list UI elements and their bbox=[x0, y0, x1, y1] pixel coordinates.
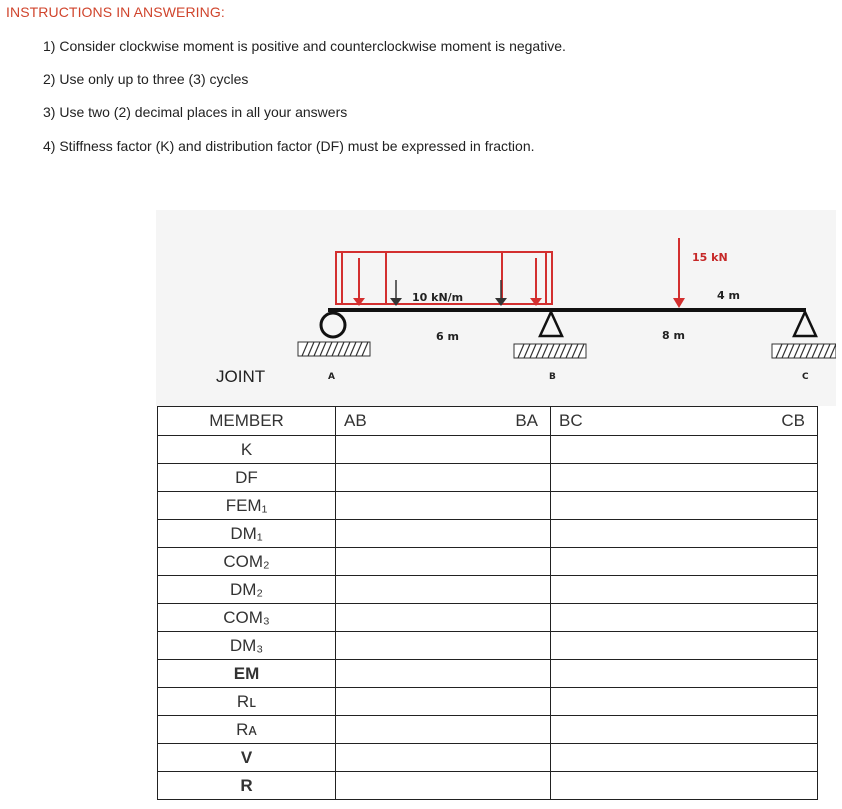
instruction-1: 1) Consider clockwise moment is positive and counterclockwise moment is negative. bbox=[43, 38, 566, 54]
table-row bbox=[158, 520, 818, 548]
cell-ab-rl[interactable] bbox=[336, 688, 551, 716]
cell-ab-v[interactable] bbox=[336, 744, 551, 772]
cell-ab-dm3[interactable] bbox=[336, 632, 551, 660]
table-row bbox=[158, 576, 818, 604]
point-load-label: 15 kN bbox=[692, 251, 728, 264]
cell-bc-dm1[interactable] bbox=[551, 520, 818, 548]
table-row bbox=[158, 716, 818, 744]
row-label-df: DF bbox=[158, 464, 336, 492]
cell-ab-df[interactable] bbox=[336, 464, 551, 492]
row-label-dm1: DM₁ bbox=[158, 520, 336, 548]
row-label-v: V bbox=[158, 744, 336, 772]
row-label-rf: Rᴀ bbox=[158, 716, 336, 744]
cell-bc-em[interactable] bbox=[551, 660, 818, 688]
table-row bbox=[158, 464, 818, 492]
cell-ab-com2[interactable] bbox=[336, 548, 551, 576]
table-row bbox=[158, 744, 818, 772]
member-ab: AB bbox=[344, 411, 367, 430]
point-load-arrow bbox=[673, 238, 685, 308]
cell-bc-rf[interactable] bbox=[551, 716, 818, 744]
cell-ab-rf[interactable] bbox=[336, 716, 551, 744]
cell-bc-v[interactable] bbox=[551, 744, 818, 772]
table-row bbox=[158, 604, 818, 632]
cell-bc-fem1[interactable] bbox=[551, 492, 818, 520]
cell-ab-dm2[interactable] bbox=[336, 576, 551, 604]
table-row bbox=[158, 772, 818, 800]
cell-bc-com2[interactable] bbox=[551, 548, 818, 576]
support-a-roller bbox=[298, 313, 370, 356]
table-header-row bbox=[158, 407, 818, 436]
member-cb: CB bbox=[781, 411, 805, 430]
cell-ab-r[interactable] bbox=[336, 772, 551, 800]
cell-bc-com3[interactable] bbox=[551, 604, 818, 632]
instruction-4: 4) Stiffness factor (K) and distribution factor (DF) must be expressed in fraction. bbox=[43, 138, 535, 154]
row-label-com2: COM₂ bbox=[158, 548, 336, 576]
joint-a-label: A bbox=[328, 372, 335, 382]
table-row bbox=[158, 436, 818, 464]
row-label-dm3: DM₃ bbox=[158, 632, 336, 660]
cell-bc-rl[interactable] bbox=[551, 688, 818, 716]
distance-right-label: 4 m bbox=[717, 289, 740, 302]
row-label-em: EM bbox=[158, 660, 336, 688]
row-label-com3: COM₃ bbox=[158, 604, 336, 632]
joint-b-label: B bbox=[549, 372, 556, 382]
cell-ab-com3[interactable] bbox=[336, 604, 551, 632]
row-label-dm2: DM₂ bbox=[158, 576, 336, 604]
table-row bbox=[158, 688, 818, 716]
joint-label: JOINT bbox=[216, 367, 266, 386]
row-label-k: K bbox=[158, 436, 336, 464]
span-ab-label: 6 m bbox=[436, 330, 459, 343]
cell-bc-k[interactable] bbox=[551, 436, 818, 464]
row-label-r: R bbox=[158, 772, 336, 800]
moment-distribution-table bbox=[157, 406, 818, 800]
row-label-fem1: FEM₁ bbox=[158, 492, 336, 520]
member-header: MEMBER bbox=[158, 407, 336, 436]
row-label-rl: Rʟ bbox=[158, 688, 336, 716]
joint-c-label: C bbox=[802, 372, 809, 382]
cell-bc-dm2[interactable] bbox=[551, 576, 818, 604]
instruction-2: 2) Use only up to three (3) cycles bbox=[43, 71, 249, 87]
support-b-pin bbox=[514, 312, 586, 358]
instructions-heading: INSTRUCTIONS IN ANSWERING: bbox=[6, 4, 225, 20]
member-ba: BA bbox=[515, 411, 538, 430]
table-row bbox=[158, 548, 818, 576]
cell-ab-k[interactable] bbox=[336, 436, 551, 464]
cell-ab-em[interactable] bbox=[336, 660, 551, 688]
distance-left-label: 8 m bbox=[662, 329, 685, 342]
support-c-pin bbox=[772, 312, 836, 358]
cell-ab-dm1[interactable] bbox=[336, 520, 551, 548]
cell-bc-df[interactable] bbox=[551, 464, 818, 492]
table-row bbox=[158, 660, 818, 688]
table-row bbox=[158, 632, 818, 660]
cell-bc-dm3[interactable] bbox=[551, 632, 818, 660]
member-bc-cell bbox=[551, 407, 818, 436]
cell-bc-r[interactable] bbox=[551, 772, 818, 800]
udl-label: 10 kN/m bbox=[412, 291, 464, 304]
member-bc: BC bbox=[559, 411, 583, 430]
cell-ab-fem1[interactable] bbox=[336, 492, 551, 520]
member-ab-cell bbox=[336, 407, 551, 436]
instruction-3: 3) Use two (2) decimal places in all your answers bbox=[43, 104, 348, 120]
table-row bbox=[158, 492, 818, 520]
